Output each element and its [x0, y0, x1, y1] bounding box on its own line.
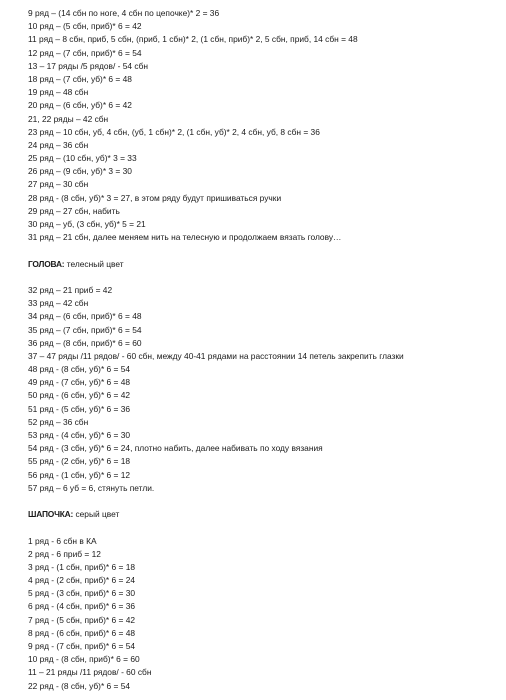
- text-line: 6 ряд - (4 сбн, приб)* 6 = 36: [28, 601, 136, 612]
- text-line: 8 ряд - (6 сбн, приб)* 6 = 48: [28, 627, 136, 638]
- text-line: 10 ряд - (8 сбн, приб)* 6 = 60: [28, 654, 140, 665]
- text-line: 20 ряд – (6 сбн, уб)* 6 = 42: [28, 100, 132, 111]
- text-line: 2 ряд - 6 приб = 12: [28, 548, 101, 559]
- text-line: 9 ряд – (14 сбн по ноге, 4 сбн по цепочке)* 2 = 36: [28, 8, 220, 18]
- text-line: 53 ряд - (4 сбн, уб)* 6 = 30: [28, 430, 131, 440]
- body-section: [28, 7, 498, 244]
- head-section: [28, 284, 498, 495]
- text-line: 23 ряд – 10 сбн, уб, 4 сбн, (уб, 1 сбн)* 2, (1 сбн, уб)* 2, 4 сбн, уб, 8 сбн = 36: [28, 126, 320, 137]
- text-line: 4 ряд - (2 сбн, приб)* 6 = 24: [28, 575, 136, 586]
- text-line: 35 ряд – (7 сбн, приб)* 6 = 54: [28, 324, 142, 335]
- text-line: 56 ряд - (1 сбн, уб)* 6 = 12: [28, 469, 131, 480]
- text-line: 29 ряд – 27 сбн, набить: [28, 205, 120, 216]
- heading-label: ГОЛОВА:: [28, 258, 65, 269]
- text-line: 50 ряд - (6 сбн, уб)* 6 = 42: [28, 390, 131, 401]
- heading-color: телесный цвет: [64, 258, 124, 269]
- text-line: 24 ряд – 36 сбн: [28, 139, 89, 150]
- text-line: 1 ряд - 6 сбн в КА: [28, 535, 97, 546]
- text-line: 21, 22 ряды – 42 сбн: [28, 113, 109, 124]
- spacer: [28, 271, 498, 284]
- text-line: 28 ряд - (8 сбн, уб)* 3 = 27, в этом ряду будут пришиваться ручки: [28, 192, 282, 203]
- text-line: 7 ряд - (5 сбн, приб)* 6 = 42: [28, 614, 136, 625]
- text-line: 13 – 17 ряды /5 рядов/ - 54 сбн: [28, 60, 149, 71]
- text-line: 37 – 47 ряды /11 рядов/ - 60 сбн, между 40-41 рядами на расстоянии 14 петель закрепить глазки: [28, 350, 404, 361]
- hat-section: [28, 535, 498, 693]
- text-line: 19 ряд – 48 сбн: [28, 87, 89, 98]
- section-heading-head: [28, 258, 498, 271]
- text-line: 10 ряд – (5 сбн, приб)* 6 = 42: [28, 21, 142, 32]
- text-line: 48 ряд - (8 сбн, уб)* 6 = 54: [28, 364, 131, 375]
- text-line: 49 ряд - (7 сбн, уб)* 6 = 48: [28, 377, 131, 388]
- text-line: 55 ряд - (2 сбн, уб)* 6 = 18: [28, 456, 131, 467]
- text-line: 57 ряд – 6 уб = 6, стянуть петли.: [28, 482, 155, 493]
- text-line: 12 ряд – (7 сбн, приб)* 6 = 54: [28, 47, 142, 58]
- text-line: 22 ряд - (8 сбн, уб)* 6 = 54: [28, 680, 131, 691]
- text-line: 33 ряд – 42 сбн: [28, 298, 89, 309]
- spacer: [28, 521, 498, 534]
- text-line: 26 ряд – (9 сбн, уб)* 3 = 30: [28, 166, 132, 177]
- text-line: 31 ряд – 21 сбн, далее меняем нить на телесную и продолжаем вязать голову…: [28, 232, 342, 243]
- spacer: [28, 495, 498, 508]
- text-line: 5 ряд - (3 сбн, приб)* 6 = 30: [28, 588, 136, 599]
- text-line: 11 – 21 ряды /11 рядов/ - 60 сбн: [28, 667, 152, 678]
- heading-color: серый цвет: [73, 509, 120, 520]
- text-line: 54 ряд - (3 сбн, уб)* 6 = 24, плотно набить, далее набивать по ходу вязания: [28, 443, 323, 454]
- document-page: [28, 7, 498, 693]
- text-line: 9 ряд - (7 сбн, приб)* 6 = 54: [28, 641, 136, 651]
- text-line: 52 ряд – 36 сбн: [28, 416, 89, 427]
- text-line: 18 ряд – (7 сбн, уб)* 6 = 48: [28, 73, 132, 84]
- text-line: 34 ряд – (6 сбн, приб)* 6 = 48: [28, 311, 142, 322]
- text-line: 32 ряд – 21 приб = 42: [28, 284, 113, 295]
- section-heading-hat: [28, 508, 498, 521]
- text-line: 51 ряд - (5 сбн, уб)* 6 = 36: [28, 403, 131, 414]
- text-line: 11 ряд – 8 сбн, приб, 5 сбн, (приб, 1 сбн)* 2, (1 сбн, приб)* 2, 5 сбн, приб, 14 сбн = 48: [28, 34, 358, 45]
- spacer: [28, 244, 498, 257]
- text-line: 30 ряд – уб, (3 сбн, уб)* 5 = 21: [28, 219, 146, 229]
- text-line: 27 ряд – 30 сбн: [28, 179, 89, 190]
- text-line: 36 ряд – (8 сбн, приб)* 6 = 60: [28, 337, 142, 348]
- text-line: 25 ряд – (10 сбн, уб)* 3 = 33: [28, 153, 137, 164]
- text-line: 3 ряд - (1 сбн, приб)* 6 = 18: [28, 561, 136, 572]
- heading-label: ШАПОЧКА:: [28, 509, 74, 520]
